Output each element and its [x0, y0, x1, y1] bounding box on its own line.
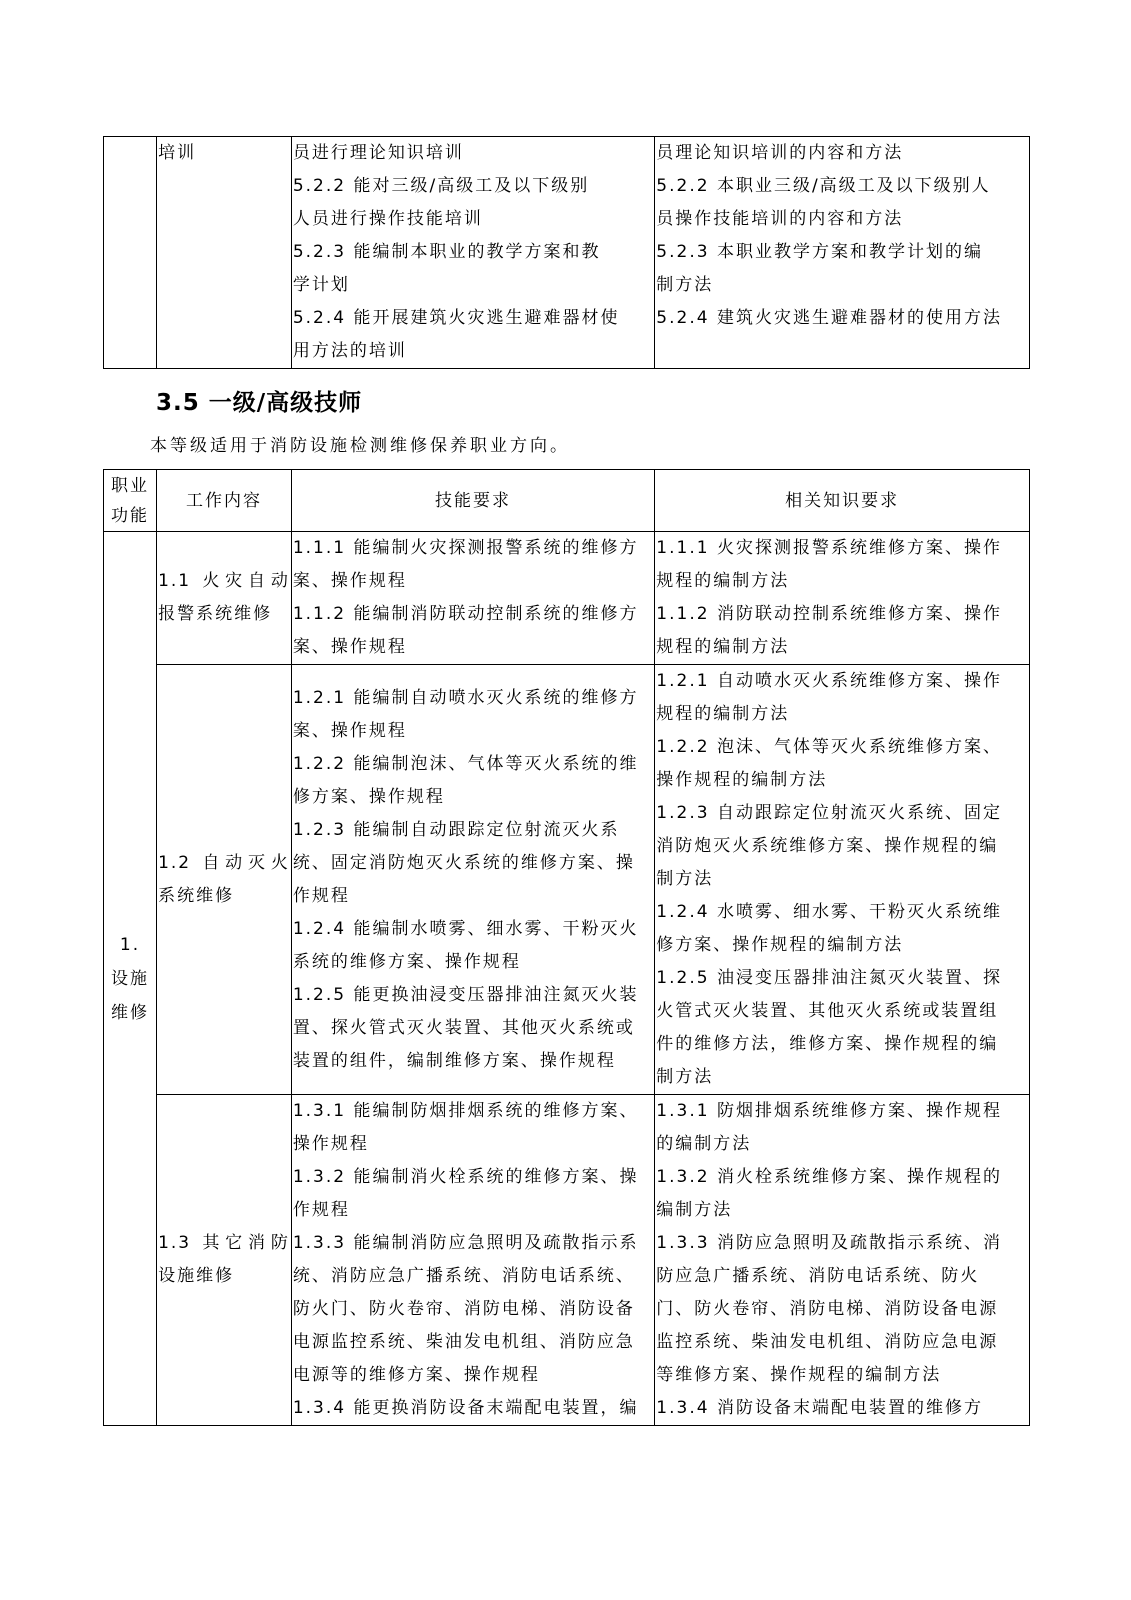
header-skills: 技能要求: [291, 470, 654, 532]
knowledge-cell: [655, 665, 1030, 1095]
text-line: 修方案、操作规程的编制方法: [656, 935, 904, 955]
text-line: 1.2.2 能编制泡沫、气体等灭火系统的维: [292, 753, 639, 774]
text-line: 消防炮灭火系统维修方案、操作规程的编: [656, 836, 999, 856]
text-line: 作规程: [292, 1200, 350, 1220]
text-line: 1.2.5 能更换油浸变压器排油注氮灭火装: [292, 984, 639, 1005]
text-line: 1.2.1 自动喷水灭火系统维修方案、操作: [656, 671, 1002, 691]
text-line: 置、探火管式灭火装置、其他灭火系统或: [292, 1017, 635, 1038]
section-title: 3.5 一级/高级技师: [156, 390, 363, 416]
text-line: 1.2.1 能编制自动喷水灭火系统的维修方: [292, 687, 639, 708]
text-line: 设施: [111, 968, 150, 989]
text-line: 统、固定消防炮灭火系统的维修方案、操: [292, 852, 635, 873]
header-work-content: 工作内容: [157, 470, 292, 532]
text-line: 1.2.2 泡沫、气体等灭火系统维修方案、: [656, 737, 1002, 757]
text-line: 1.1.2 能编制消防联动控制系统的维修方: [292, 604, 639, 624]
section-description: 本等级适用于消防设施检测维修保养职业方向。: [150, 436, 570, 456]
text-line: 1.1.1 火灾探测报警系统维修方案、操作: [656, 538, 1002, 558]
text-line: 1.3 其它消防: [158, 1233, 290, 1253]
text-line: 1.1.2 消防联动控制系统维修方案、操作: [656, 604, 1002, 624]
text-line: 员操作技能培训的内容和方法: [656, 209, 904, 229]
text-line: 案、操作规程: [292, 637, 407, 657]
skills-cell: [291, 1095, 654, 1426]
work-content-cell: [157, 1095, 292, 1426]
text-line: 1.2.4 能编制水喷雾、细水雾、干粉灭火: [292, 918, 639, 939]
text-line: 防火门、防火卷帘、消防电梯、消防设备: [292, 1299, 635, 1319]
text-line: 1.1 火灾自动: [158, 571, 290, 591]
text-line: 人员进行操作技能培训: [292, 209, 483, 229]
text-line: 防应急广播系统、消防电话系统、防火: [656, 1266, 980, 1286]
knowledge-cell: [655, 137, 1030, 369]
text-line: 案、操作规程: [292, 571, 407, 591]
table-header-row: [104, 470, 1030, 532]
skills-table: [103, 469, 1030, 1426]
text-line: 系统维修: [158, 885, 235, 906]
text-line: 1.3.1 防烟排烟系统维修方案、操作规程: [656, 1101, 1002, 1121]
knowledge-cell: [655, 1095, 1030, 1426]
text-line: 装置的组件，编制维修方案、操作规程: [292, 1050, 616, 1071]
text-line: 作规程: [292, 885, 350, 906]
work-content-cell: [157, 665, 292, 1095]
text-line: 5.2.4 能开展建筑火灾逃生避难器材使: [292, 308, 620, 328]
work-content-cell: [157, 137, 292, 369]
text-line: 1.3.2 消火栓系统维修方案、操作规程的: [656, 1167, 1002, 1187]
work-content-cell: [157, 532, 292, 665]
text-line: 门、防火卷帘、消防电梯、消防设备电源: [656, 1299, 999, 1319]
text-line: 1.2.3 自动跟踪定位射流灭火系统、固定: [656, 803, 1002, 823]
header-knowledge: 相关知识要求: [655, 470, 1030, 532]
header-text: 职业: [111, 475, 150, 496]
text-line: 1.2 自动灭火: [158, 852, 290, 873]
text-line: 的编制方法: [656, 1134, 752, 1154]
text-line: 设施维修: [158, 1266, 235, 1286]
text-line: 5.2.3 能编制本职业的教学方案和教: [292, 242, 601, 262]
text-line: 操作规程: [292, 1134, 369, 1154]
text-line: 维修: [111, 1002, 150, 1023]
text-line: 5.2.2 本职业三级/高级工及以下级别人: [656, 176, 991, 196]
text-line: 1.: [119, 934, 141, 955]
text-line: 编制方法: [656, 1200, 733, 1220]
text-line: 火管式灭火装置、其他灭火系统或装置组: [656, 1001, 999, 1021]
continuation-table: [103, 136, 1030, 369]
text-line: 统、消防应急广播系统、消防电话系统、: [292, 1266, 635, 1286]
text-line: 制方法: [656, 1067, 714, 1087]
text-line: 1.3.1 能编制防烟排烟系统的维修方案、: [292, 1101, 639, 1121]
text-line: 操作规程的编制方法: [656, 770, 828, 790]
text-line: 监控系统、柴油发电机组、消防应急电源: [656, 1332, 999, 1352]
text-line: 电源监控系统、柴油发电机组、消防应急: [292, 1332, 635, 1352]
text-line: 1.2.3 能编制自动跟踪定位射流灭火系: [292, 819, 620, 840]
text-line: 件的维修方法，维修方案、操作规程的编: [656, 1034, 999, 1054]
text-line: 1.3.3 消防应急照明及疏散指示系统、消: [656, 1233, 1002, 1253]
skills-cell: [291, 137, 654, 369]
text-line: 1.2.5 油浸变压器排油注氮灭火装置、探: [656, 968, 1002, 988]
skills-cell: [291, 532, 654, 665]
text-line: 1.3.4 能更换消防设备末端配电装置，编: [292, 1398, 639, 1418]
text-line: 规程的编制方法: [656, 571, 790, 591]
text-line: 员进行理论知识培训: [292, 143, 464, 163]
text-line: 报警系统维修: [158, 604, 273, 624]
text-line: 培训: [158, 143, 197, 163]
text-line: 1.1.1 能编制火灾探测报警系统的维修方: [292, 538, 639, 558]
text-line: 电源等的维修方案、操作规程: [292, 1365, 540, 1385]
function-cell: [104, 532, 157, 1426]
text-line: 规程的编制方法: [656, 704, 790, 724]
text-line: 修方案、操作规程: [292, 786, 445, 807]
text-line: 制方法: [656, 275, 714, 295]
text-line: 1.2.4 水喷雾、细水雾、干粉灭火系统维: [656, 902, 1002, 922]
table-row: [104, 532, 1030, 665]
table-row: [104, 1095, 1030, 1426]
text-line: 5.2.3 本职业教学方案和教学计划的编: [656, 242, 983, 262]
text-line: 员理论知识培训的内容和方法: [656, 143, 904, 163]
text-line: 5.2.2 能对三级/高级工及以下级别: [292, 176, 590, 196]
text-line: 等维修方案、操作规程的编制方法: [656, 1365, 942, 1385]
text-line: 1.3.4 消防设备末端配电装置的维修方: [656, 1398, 983, 1418]
text-line: 5.2.4 建筑火灾逃生避难器材的使用方法: [656, 308, 1002, 328]
text-line: 系统的维修方案、操作规程: [292, 951, 521, 972]
function-cell: [104, 137, 157, 369]
header-text: 功能: [111, 505, 150, 526]
text-line: 1.3.3 能编制消防应急照明及疏散指示系: [292, 1233, 639, 1253]
text-line: 规程的编制方法: [656, 637, 790, 657]
header-function: [104, 470, 157, 532]
table-row: [104, 137, 1030, 369]
text-line: 制方法: [656, 869, 714, 889]
knowledge-cell: [655, 532, 1030, 665]
text-line: 用方法的培训: [292, 341, 407, 361]
skills-cell: [291, 665, 654, 1095]
text-line: 学计划: [292, 275, 350, 295]
text-line: 1.3.2 能编制消火栓系统的维修方案、操: [292, 1167, 639, 1187]
text-line: 案、操作规程: [292, 720, 407, 741]
table-row: [104, 665, 1030, 1095]
